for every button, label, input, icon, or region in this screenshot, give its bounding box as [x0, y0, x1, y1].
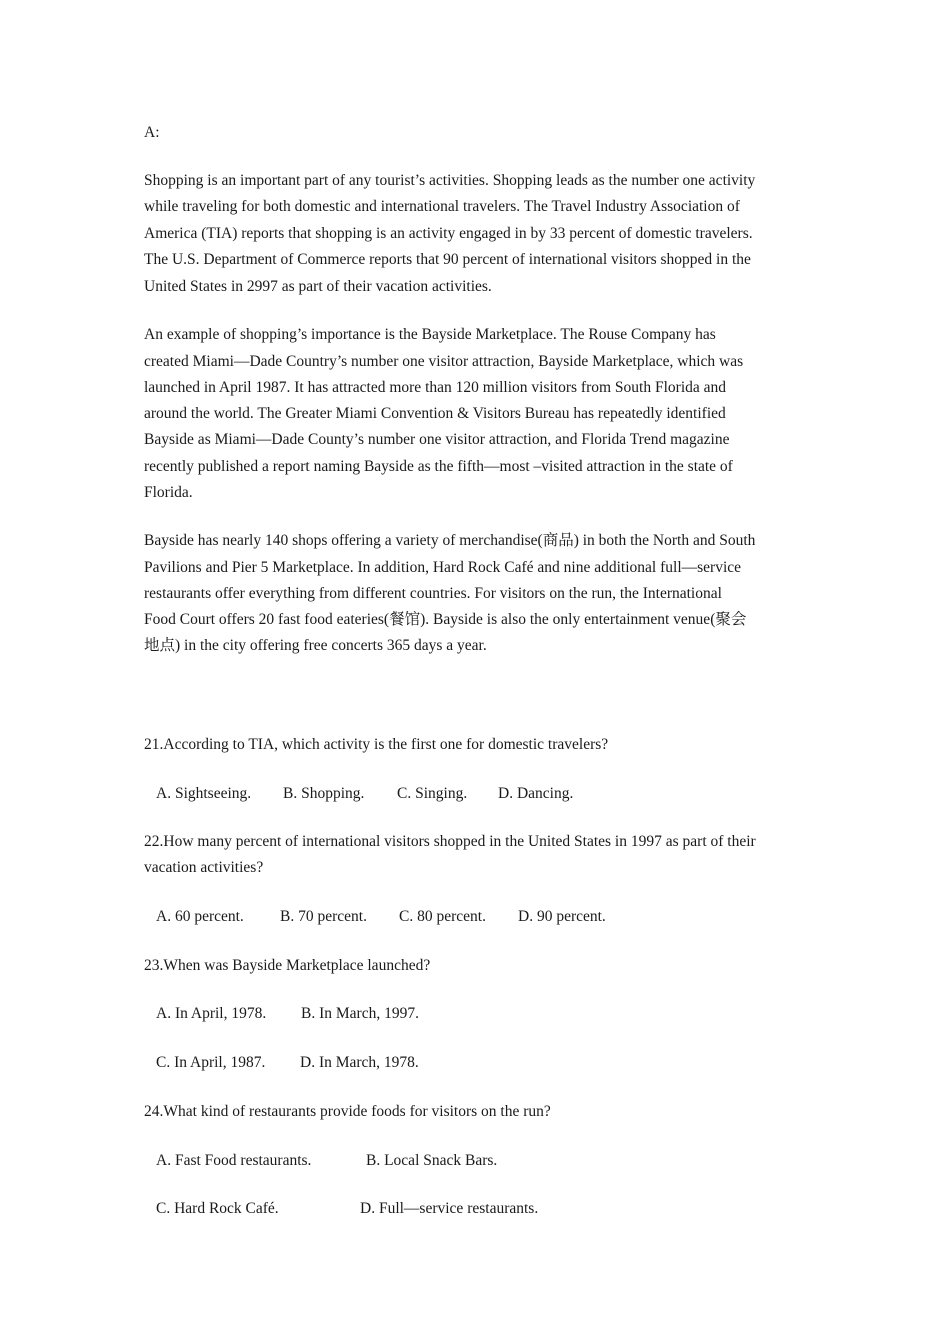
option-c: C. Singing. — [397, 785, 468, 802]
option-d: D. Full—service restaurants. — [360, 1200, 539, 1217]
paragraph-line: Pavilions and Pier 5 Marketplace. In addition, Hard Rock Café and nine additional full—service — [144, 559, 742, 576]
question-options — [156, 1199, 538, 1219]
option-c: C. 80 percent. — [399, 908, 486, 925]
paragraph-line: while traveling for both domestic and international travelers. The Travel Industry Association of — [144, 198, 740, 215]
question-options — [156, 907, 606, 927]
paragraph-line: recently published a report naming Bayside as the fifth—most –visited attraction in the state of — [144, 458, 733, 475]
option-d: D. In March, 1978. — [300, 1054, 419, 1071]
option-a: A. In April, 1978. — [156, 1005, 267, 1022]
paragraph-line: America (TIA) reports that shopping is an activity engaged in by 33 percent of domestic travelers. — [144, 225, 753, 242]
option-c: C. In April, 1987. — [156, 1054, 266, 1071]
option-a: A. Fast Food restaurants. — [156, 1152, 312, 1169]
paragraph-line: Food Court offers 20 fast food eateries(餐馆). Bayside is also the only entertainment venue(聚会 — [144, 611, 747, 628]
question-stem: 21.According to TIA, which activity is the first one for domestic travelers? — [144, 736, 609, 753]
paragraph-line: Shopping is an important part of any tourist’s activities. Shopping leads as the number one activity — [144, 172, 756, 189]
question-stem: 23.When was Bayside Marketplace launched? — [144, 957, 431, 974]
paragraph-line: An example of shopping’s importance is the Bayside Marketplace. The Rouse Company has — [144, 326, 716, 343]
option-b: B. 70 percent. — [280, 908, 367, 925]
question-stem: 24.What kind of restaurants provide foods for visitors on the run? — [144, 1103, 551, 1120]
option-c: C. Hard Rock Café. — [156, 1200, 279, 1217]
question-options — [156, 1151, 497, 1171]
paragraph-line: The U.S. Department of Commerce reports that 90 percent of international visitors shopped in the — [144, 251, 751, 268]
paragraph-line: launched in April 1987. It has attracted more than 120 million visitors from South Florida and — [144, 379, 727, 396]
question-stem: vacation activities? — [144, 859, 264, 876]
option-a: A. 60 percent. — [156, 908, 244, 925]
option-a: A. Sightseeing. — [156, 785, 252, 802]
paragraph-line: 地点) in the city offering free concerts 365 days a year. — [144, 637, 487, 654]
option-b: B. Shopping. — [283, 785, 365, 802]
paragraph-line: restaurants offer everything from different countries. For visitors on the run, the International — [144, 585, 722, 602]
option-d: D. 90 percent. — [518, 908, 606, 925]
question-stem: 22.How many percent of international visitors shopped in the United States in 1997 as part of their — [144, 833, 756, 850]
question-options — [156, 1004, 419, 1024]
paragraph-line: around the world. The Greater Miami Convention & Visitors Bureau has repeatedly identified — [144, 405, 726, 422]
paragraph-line: Bayside as Miami—Dade County’s number one visitor attraction, and Florida Trend magazine — [144, 431, 730, 448]
question-options — [156, 784, 573, 804]
option-b: B. Local Snack Bars. — [366, 1152, 498, 1169]
option-b: B. In March, 1997. — [301, 1005, 419, 1022]
paragraph-line: Florida. — [144, 484, 193, 501]
paragraph-line: created Miami—Dade Country’s number one visitor attraction, Bayside Marketplace, which was — [144, 353, 744, 370]
paragraph-line: Bayside has nearly 140 shops offering a variety of merchandise(商品) in both the North and South — [144, 532, 756, 549]
option-d: D. Dancing. — [498, 785, 574, 802]
section-label: A: — [144, 124, 160, 141]
question-options — [156, 1053, 419, 1073]
paragraph-line: United States in 2997 as part of their vacation activities. — [144, 278, 492, 295]
